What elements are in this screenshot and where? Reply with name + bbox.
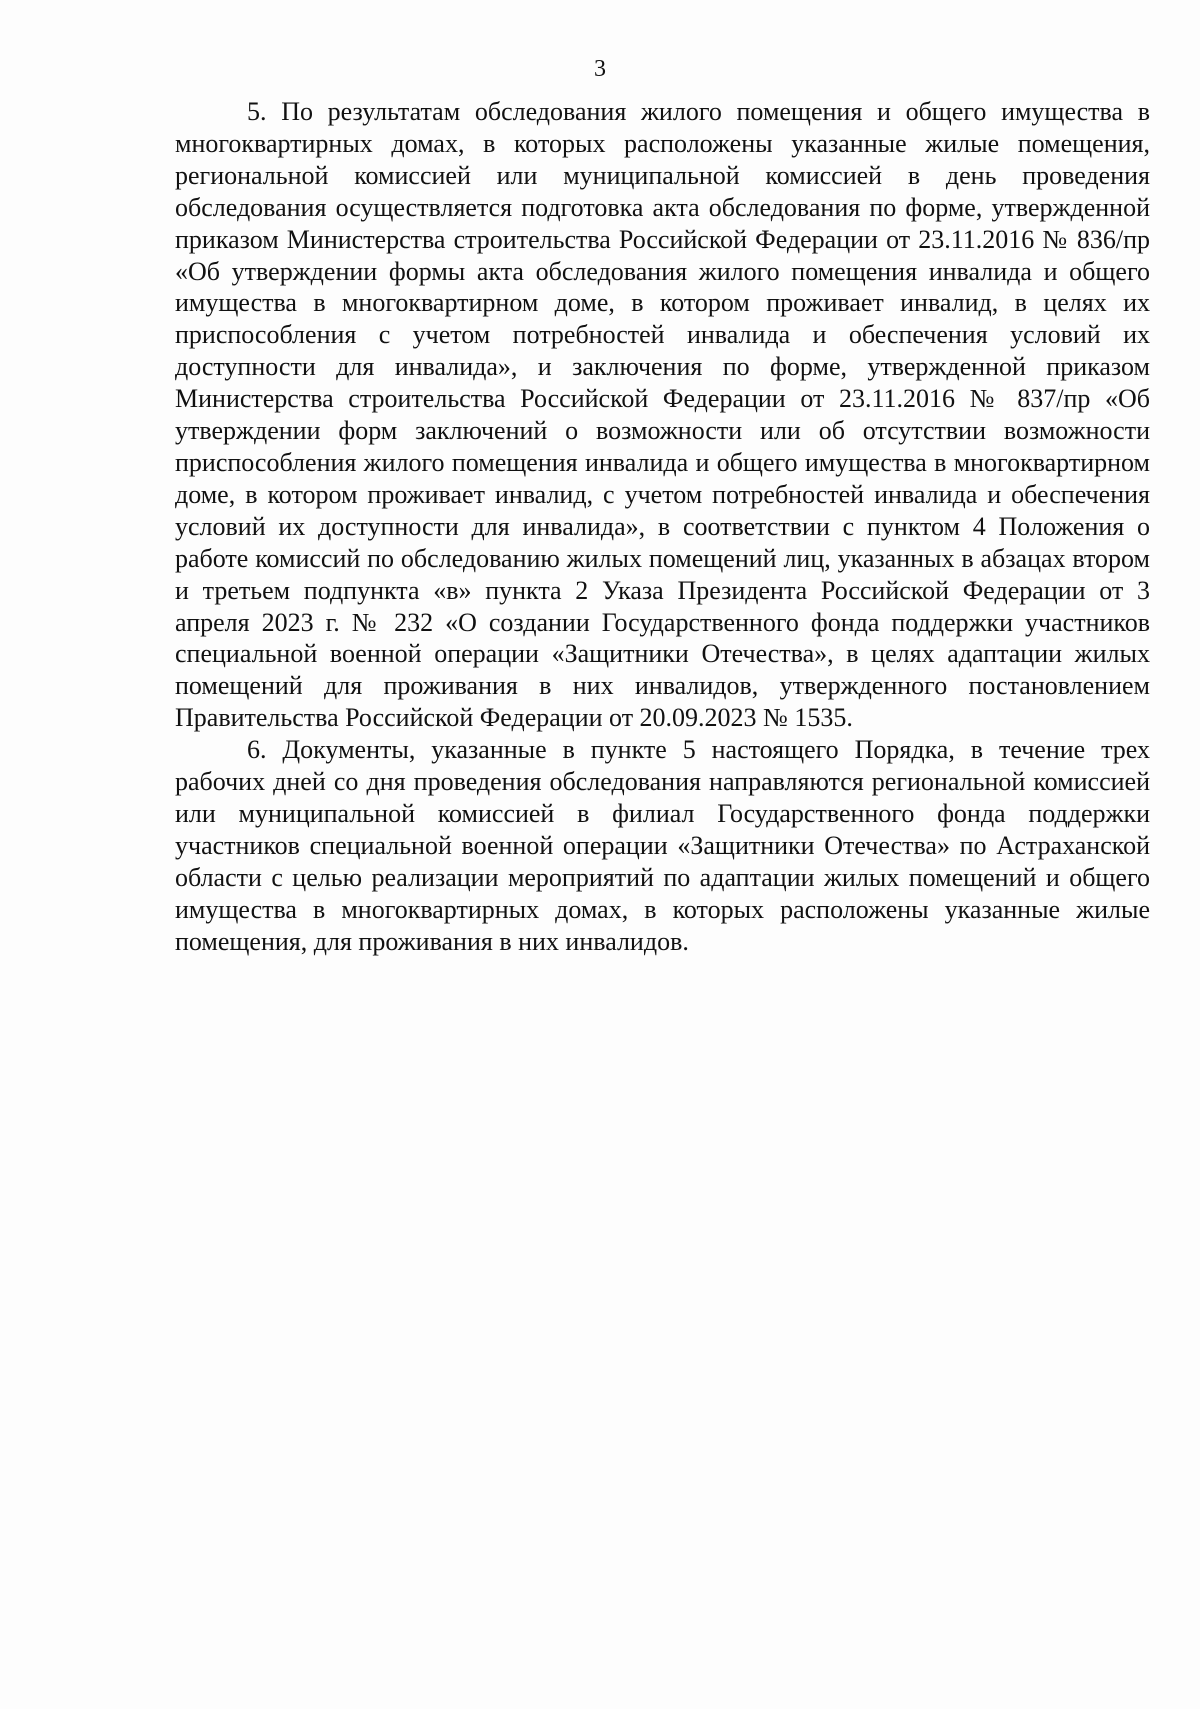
page-number: 3 [594, 56, 606, 82]
paragraph-5: 5. По результатам обследования жилого помещения и общего имущества в многоквартирных домах, в которых расположены указанные жилые помещения, региональной комиссией или муниципальной комиссией в день проведения обследования осуществляется подготовка акта обследования по форме, утвержденной приказом Министерства строительства Российской Федерации от 23.11.2016 № 836/пр «Об утверждении формы акта обследования жилого помещения инвалида и общего имущества в многоквартирном доме, в котором проживает инвалид, в целях их приспособления с учетом потребностей инвалида и обеспечения условий их доступности для инвалида», и заключения по форме, утвержденной приказом Министерства строительства Российской Федерации от 23.11.2016 № 837/пр «Об утверждении форм заключений о возможности или об отсутствии возможности приспособления жилого помещения инвалида и общего имущества в многоквартирном доме, в котором проживает инвалид, с учетом потребностей инвалида и обеспечения условий их доступности для инвалида», в соответствии с пунктом 4 Положения о работе комиссий по обследованию жилых помещений лиц, указанных в абзацах втором и третьем подпункта «в» пункта 2 Указа Президента Российской Федерации от 3 апреля 2023 г. № 232 «О создании Государственного фонда поддержки участников специальной военной операции «Защитники Отечества», в целях адаптации жилых помещений для проживания в них инвалидов, утвержденного постановлением Правительства Российской Федерации от 20.09.2023 № 1535. [175, 97, 1150, 733]
paragraph-6: 6. Документы, указанные в пункте 5 настоящего Порядка, в течение трех рабочих дней со дня проведения обследования направляются региональной комиссией или муниципальной комиссией в филиал Государственного фонда поддержки участников специальной военной операции «Защитники Отечества» по Астраханской области с целью реализации мероприятий по адаптации жилых помещений и общего имущества в многоквартирных домах, в которых расположены указанные жилые помещения, для проживания в них инвалидов. [175, 735, 1150, 956]
document-body [175, 96, 1150, 957]
